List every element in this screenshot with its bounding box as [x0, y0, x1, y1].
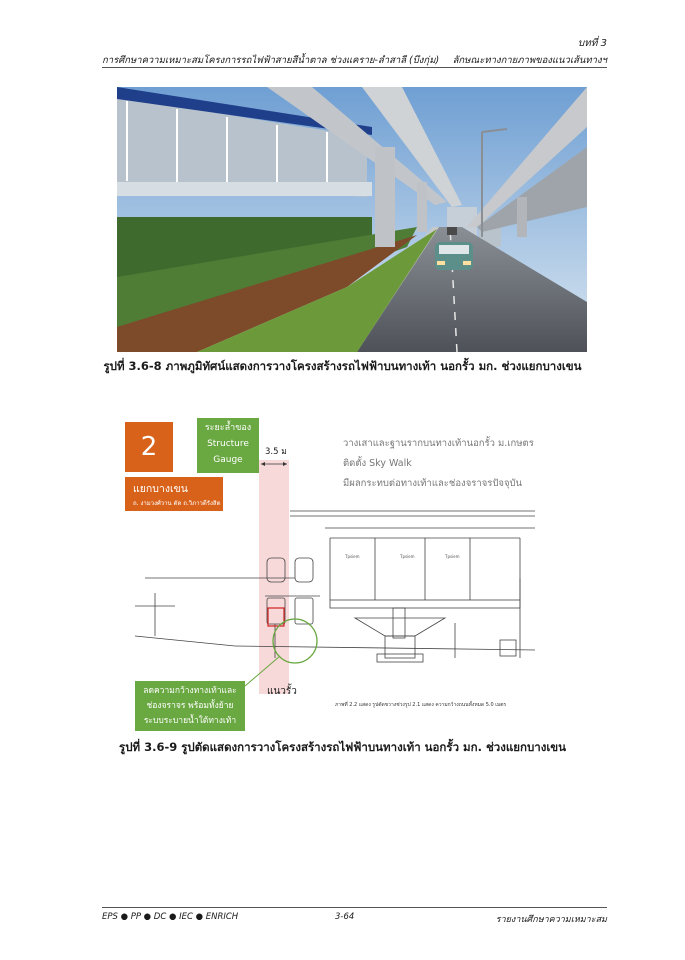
- footer-divider: [102, 907, 607, 908]
- header-divider: [102, 67, 607, 68]
- svg-text:Tpsiem: Tpsiem: [445, 554, 460, 559]
- cross-section-diagram: [115, 418, 585, 733]
- section-title: ลักษณะทางกายภาพของแนวเส้นทางฯ: [452, 55, 607, 66]
- impact-note-box: [135, 681, 245, 731]
- location-subtitle: ถ. งามวงศ์วาน ตัด ถ.วิภาวดีรังสิต: [133, 500, 221, 507]
- gauge-line-3: Gauge: [213, 455, 243, 465]
- gauge-line-1: ระยะล้ำของ: [204, 423, 252, 433]
- fence-line-label: แนวรั้ว: [267, 686, 297, 697]
- report-title: การศึกษาความเหมาะสมโครงการรถไฟฟ้าสายสีน้ำตาล ช่วงแคราย-ลำสาลี (บึงกุ่ม): [102, 55, 440, 66]
- chapter-label: บทที่ 3: [577, 38, 607, 49]
- drawing-subcaption: ภาพที่ 2.2 แสดง รูปตัดขวางช่วงรูป 2.1 แสดง ความกว้างถนนทั้งหมด 5.0 เมตร: [335, 702, 507, 708]
- location-badge: [125, 477, 223, 511]
- landscape-rendering-svg: [117, 87, 587, 352]
- page-number: 3-64: [335, 912, 355, 922]
- impact-line-3: ระบบระบายน้ำใต้ทางเท้า: [143, 716, 237, 726]
- gauge-line-2: Structure: [207, 439, 249, 449]
- consortium-label: EPS ● PP ● DC ● IEC ● ENRICH: [102, 912, 239, 922]
- figure-caption-3-6-8: รูปที่ 3.6-8 ภาพภูมิทัศน์แสดงการวางโครงสร้างรถไฟฟ้าบนทางเท้า นอกรั้ว มก. ช่วงแยกบางเขน: [103, 359, 582, 373]
- location-title: แยกบางเขน: [133, 483, 188, 495]
- svg-text:Tpsiem: Tpsiem: [400, 554, 415, 559]
- impact-line-1: ลดความกว้างทางเท้าและ: [143, 686, 237, 696]
- note-line-2: ติดตั้ง Sky Walk: [343, 458, 412, 469]
- section-number-badge: 2: [125, 422, 173, 472]
- landscape-rendering-image: [117, 87, 587, 352]
- report-type-label: รายงานศึกษาความเหมาะสม: [495, 915, 607, 925]
- svg-text:Tpsiem: Tpsiem: [345, 554, 360, 559]
- structure-gauge-label: [197, 418, 259, 473]
- note-line-1: วางเสาและฐานรากบนทางเท้านอกรั้ว ม.เกษตร: [343, 438, 534, 449]
- note-line-3: มีผลกระทบต่อทางเท้าและช่องจราจรปัจจุบัน: [343, 478, 523, 489]
- impact-line-2: ช่องจราจร พร้อมทั้งย้าย: [146, 701, 234, 711]
- figure-caption-3-6-9: รูปที่ 3.6-9 รูปตัดแสดงการวางโครงสร้างรถไฟฟ้าบนทางเท้า นอกรั้ว มก. ช่วงแยกบางเขน: [119, 740, 566, 754]
- gauge-dimension-label: 3.5 ม: [265, 447, 287, 457]
